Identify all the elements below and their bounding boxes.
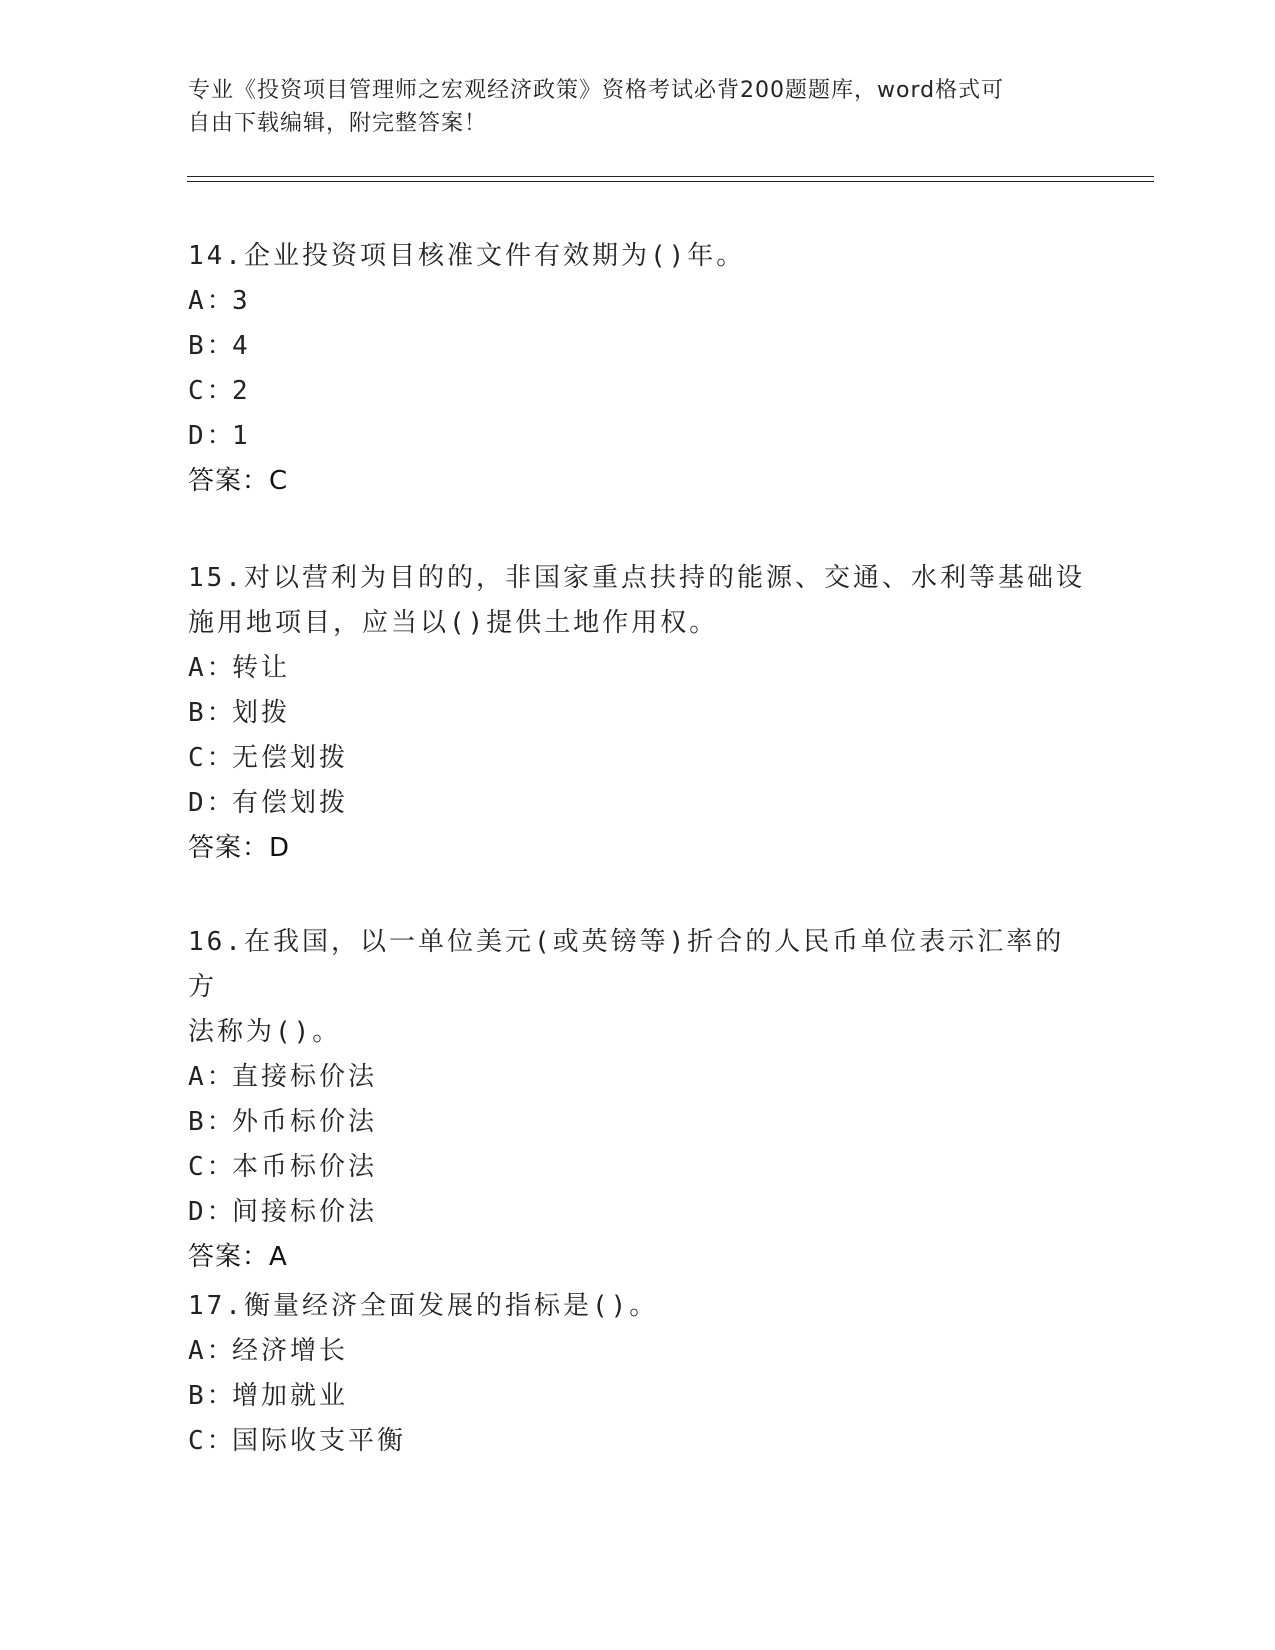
option-text: 划拨 [232, 698, 291, 728]
question-stem: 14.企业投资项目核准文件有效期为()年。 [188, 241, 746, 271]
option-key: A： [188, 1062, 236, 1092]
option-key: D： [188, 421, 236, 451]
option-text: 有偿划拨 [232, 788, 349, 818]
answer: 答案：D [188, 833, 291, 863]
header-line-2: 自由下载编辑，附完整答案！ [188, 111, 488, 136]
question-15 [188, 556, 1088, 871]
option-text: 3 [232, 286, 251, 316]
option-d [188, 781, 1088, 826]
option-key: B： [188, 1107, 236, 1137]
option-c [188, 1419, 1088, 1464]
option-text: 外币标价法 [232, 1107, 378, 1137]
option-key: B： [188, 698, 236, 728]
option-a [188, 646, 1088, 691]
option-text: 本币标价法 [232, 1152, 378, 1182]
option-b [188, 1374, 1088, 1419]
option-text: 直接标价法 [232, 1062, 378, 1092]
option-c [188, 369, 1088, 414]
option-key: D： [188, 1197, 236, 1227]
option-c [188, 736, 1088, 781]
option-text: 国际收支平衡 [232, 1426, 407, 1456]
option-key: B： [188, 331, 236, 361]
option-key: C： [188, 376, 236, 406]
option-key: C： [188, 743, 236, 773]
option-b [188, 691, 1088, 736]
answer: 答案：A [188, 1242, 288, 1272]
question-14 [188, 234, 1088, 504]
option-text: 经济增长 [232, 1336, 349, 1366]
question-stem: 15.对以营利为目的的，非国家重点扶持的能源、交通、水利等基础设 施用地项目，应当以()提供土地作用权。 [188, 563, 1085, 638]
question-stem: 17.衡量经济全面发展的指标是()。 [188, 1291, 659, 1321]
option-text: 2 [232, 376, 251, 406]
option-a [188, 1329, 1088, 1374]
option-text: 转让 [232, 653, 291, 683]
option-key: A： [188, 653, 236, 683]
question-stem: 16.在我国，以一单位美元(或英镑等)折合的人民币单位表示汇率的方 法称为()。 [188, 927, 1065, 1047]
option-key: D： [188, 788, 236, 818]
option-key: C： [188, 1152, 236, 1182]
option-text: 无偿划拨 [232, 743, 349, 773]
answer: 答案：C [188, 466, 289, 496]
option-key: A： [188, 286, 236, 316]
option-key: C： [188, 1426, 236, 1456]
option-c [188, 1145, 1088, 1190]
option-key: A： [188, 1336, 236, 1366]
option-text: 增加就业 [232, 1381, 349, 1411]
option-text: 1 [232, 421, 251, 451]
header-divider-top [187, 176, 1154, 177]
header-divider-bottom [187, 181, 1154, 182]
option-b [188, 1100, 1088, 1145]
question-16 [188, 920, 1088, 1280]
option-a [188, 279, 1088, 324]
option-text: 间接标价法 [232, 1197, 378, 1227]
option-text: 4 [232, 331, 251, 361]
option-b [188, 324, 1088, 369]
option-d [188, 1190, 1088, 1235]
option-d [188, 414, 1088, 459]
option-a [188, 1055, 1088, 1100]
question-17 [188, 1284, 1088, 1464]
option-key: B： [188, 1381, 236, 1411]
header-line-1: 专业《投资项目管理师之宏观经济政策》资格考试必背200题题库，word格式可 [188, 78, 1005, 103]
document-header [188, 74, 1088, 140]
